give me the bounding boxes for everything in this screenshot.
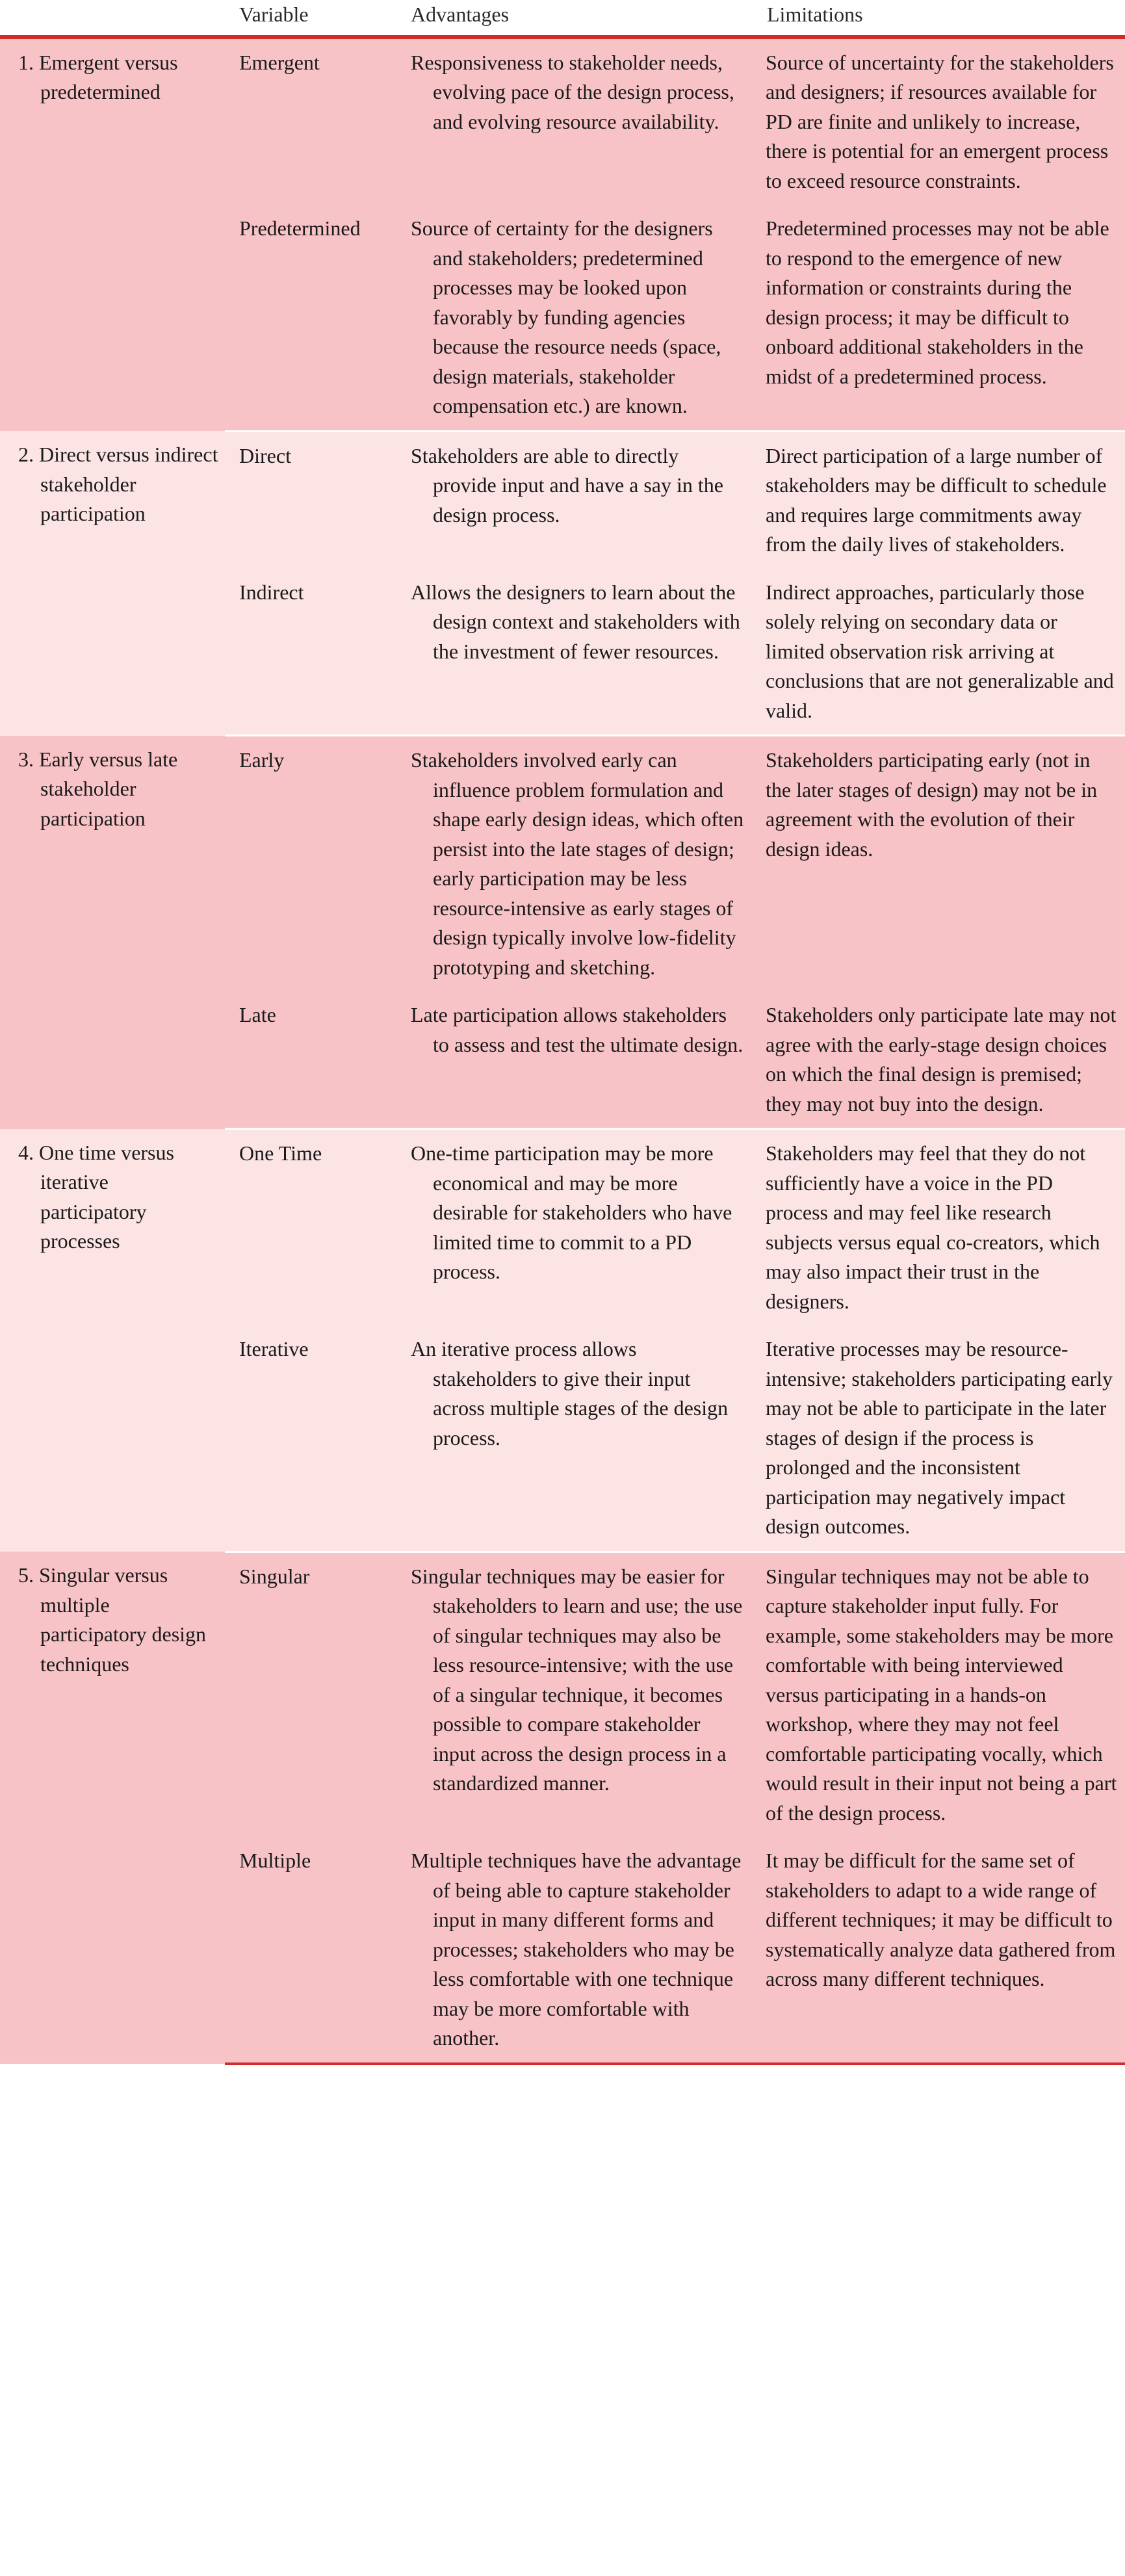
variable-cell [225,1129,396,1326]
variable-label: Singular [239,1564,310,1588]
advantages-text: Allows the designers to learn about the design context and stakeholders with the investment of fewer resources. [411,580,740,663]
limitations-cell [753,1837,1125,2064]
limitations-text: Stakeholders only participate late may not agree with the early-stage design choices on which the final design is premised; they may not buy into the design. [766,1003,1117,1115]
group-label: 5. Singular versus multiple participatory design techniques [18,1563,207,1676]
advantages-cell [396,431,753,569]
advantages-cell [396,37,753,205]
group-label: 1. Emergent versus predetermined [18,50,178,103]
group-label: 3. Early versus late stakeholder participation [18,747,178,830]
limitations-text: Stakeholders participating early (not in the later stages of design) may not be in agreement with the evolution of their design ideas. [766,748,1098,861]
limitations-cell [753,1129,1125,1326]
variable-label: Direct [239,443,291,467]
header-limitations: Limitations [753,0,1125,37]
table-row [0,1129,1125,1326]
advantages-cell [396,1129,753,1326]
table-row [0,37,1125,205]
variable-cell [225,569,396,736]
limitations-cell [753,569,1125,736]
advantages-cell [396,569,753,736]
limitations-cell [753,1552,1125,1837]
advantages-cell [396,205,753,431]
header-variable: Variable [225,0,396,37]
variable-cell [225,1837,396,2064]
group-cell [0,736,225,1129]
advantages-cell [396,1552,753,1837]
limitations-cell [753,736,1125,992]
limitations-cell [753,205,1125,431]
variable-cell [225,205,396,431]
advantages-text: Multiple techniques have the advantage of being able to capture stakeholder input in many different forms and processes; stakeholders who may be less comfortable with one technique may be more comfortable with another. [411,1849,742,2049]
group-cell [0,37,225,432]
variable-label: Indirect [239,580,304,604]
limitations-cell [753,991,1125,1129]
limitations-text: Stakeholders may feel that they do not sufficiently have a voice in the PD process and may feel like research subjects versus equal co-creators, which may also impact their trust in the designers. [766,1141,1100,1313]
limitations-text: Predetermined processes may not be able to respond to the emergence of new information or constraints during the design process; it may be difficult to onboard additional stakeholders in the midst of a predetermined process. [766,216,1109,388]
variable-label: One Time [239,1141,322,1165]
advantages-text: Stakeholders involved early can influence problem formulation and shape early design ideas, which often persist into the late stages of design; early participation may be less resource-intensive as early stages of design typically involve low-fidelity prototyping and sketching. [411,748,744,979]
variable-cell [225,37,396,205]
table-row [0,736,1125,992]
limitations-cell [753,1325,1125,1552]
variable-label: Late [239,1003,276,1026]
advantages-cell [396,1837,753,2064]
advantages-text: Late participation allows stakeholders to assess and test the ultimate design. [411,1003,744,1056]
header-category [0,0,225,37]
variable-label: Multiple [239,1849,311,1872]
group-cell [0,1552,225,2064]
advantages-text: Responsiveness to stakeholder needs, evolving pace of the design process, and evolving resource availability. [411,50,734,133]
variable-cell [225,1552,396,1837]
variable-cell [225,1325,396,1552]
group-label: 2. Direct versus indirect stakeholder participation [18,443,218,525]
table-body [0,37,1125,2064]
advantages-cell [396,991,753,1129]
group-cell [0,431,225,736]
variable-cell [225,431,396,569]
limitations-text: Source of uncertainty for the stakeholders and designers; if resources available for PD are finite and unlikely to increase, there is potential for an emergent process to exceed resource constraints. [766,50,1114,192]
group-cell [0,1129,225,1552]
limitations-text: Direct participation of a large number of stakeholders may be difficult to schedule and requires large commitments away from the daily lives of stakeholders. [766,443,1107,556]
variable-cell [225,736,396,992]
group-label: 4. One time versus iterative participatory processes [18,1140,174,1253]
limitations-cell [753,37,1125,205]
advantages-cell [396,736,753,992]
limitations-text: It may be difficult for the same set of stakeholders to adapt to a wide range of different techniques; it may be difficult to systematically analyze data gathered from across many different techniques. [766,1849,1116,1990]
limitations-text: Indirect approaches, particularly those solely relying on secondary data or limited observation risk arriving at conclusions that are not generalizable and valid. [766,580,1114,722]
variable-label: Predetermined [239,216,361,240]
advantages-text: One-time participation may be more economical and may be more desirable for stakeholders who have limited time to commit to a PD process. [411,1141,732,1283]
variable-label: Early [239,748,285,772]
header-advantages: Advantages [396,0,753,37]
limitations-text: Singular techniques may not be able to capture stakeholder input fully. For example, some stakeholders may be more comfortable with being interviewed versus participating in a hands-on workshop, where they may not feel comfortable participating vocally, which would result in their input not being a part of the design process. [766,1564,1117,1825]
table-row [0,1552,1125,1837]
variable-label: Emergent [239,50,320,74]
variable-label: Iterative [239,1337,309,1360]
advantages-text: Stakeholders are able to directly provide input and have a say in the design process. [411,443,723,527]
limitations-text: Iterative processes may be resource-intensive; stakeholders participating early may not be able to participate in the later stages of design if the process is prolonged and the inconsistent participation may negatively impact design outcomes. [766,1337,1113,1538]
table-header [0,0,1125,37]
table-row [0,431,1125,569]
advantages-cell [396,1325,753,1552]
advantages-text: Singular techniques may be easier for stakeholders to learn and use; the use of singular techniques may also be less resource-intensive; with the use of a singular technique, it becomes possible to compare stakeholder input across the design process in a standardized manner. [411,1564,743,1795]
advantages-text: Source of certainty for the designers and stakeholders; predetermined processes may be looked upon favorably by funding agencies because the resource needs (space, design materials, stakeholder compensation etc.) are known. [411,216,721,417]
limitations-cell [753,431,1125,569]
variable-cell [225,991,396,1129]
advantages-text: An iterative process allows stakeholders to give their input across multiple stages of the design process. [411,1337,729,1450]
